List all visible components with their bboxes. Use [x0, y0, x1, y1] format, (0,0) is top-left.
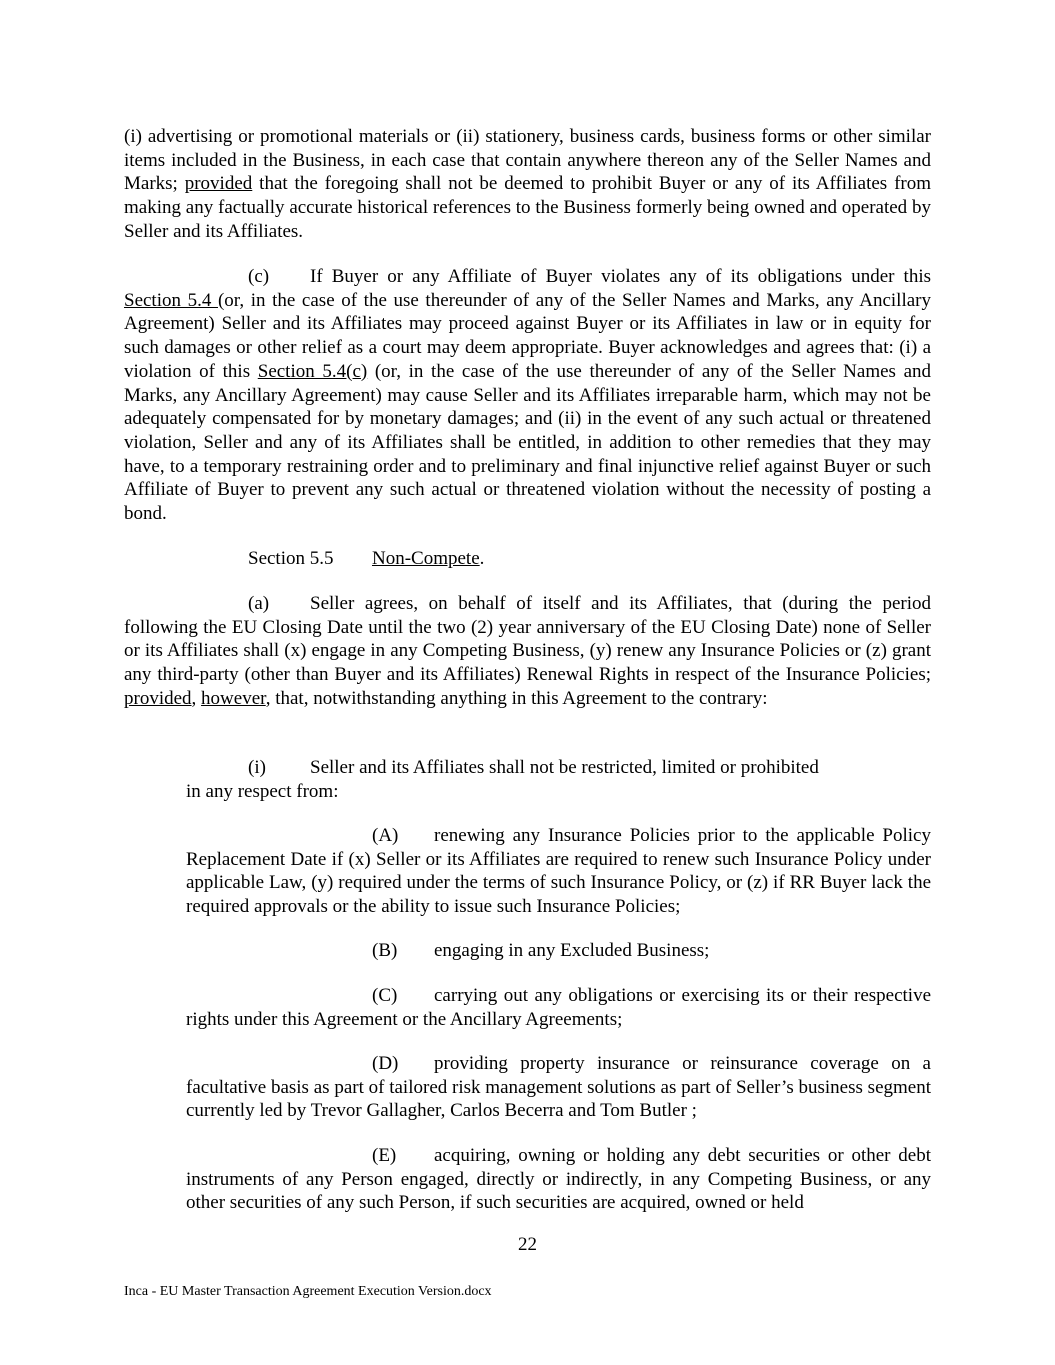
section-reference: Section 5.4	[124, 289, 218, 311]
document-footer: Inca - EU Master Transaction Agreement Execution Version.docx	[124, 1284, 492, 1299]
item-label: (i)	[248, 757, 266, 778]
item-D: (D) providing property insurance or reinsurance coverage on a facultative basis as part of tailored risk management solutions as part of Seller’s business segment currently led by Trevor Gallagher, Carlos Becerra and Tom Butler ;	[186, 1053, 931, 1122]
section-heading: Section 5.5 Non-Compete.	[248, 548, 485, 569]
page-number: 22	[518, 1234, 537, 1255]
paragraph-label: (c)	[248, 266, 270, 287]
item-label: (E)	[372, 1145, 397, 1166]
section-title: Non-Compete	[372, 548, 480, 569]
paragraph-c: (c) If Buyer or any Affiliate of Buyer violates any of its obligations under this Section 5.4 (or, in the case of the use thereunder of any of the Seller Names and Marks, any Ancillary Agreement) Seller and its Affiliates may proceed against Buyer or its Affiliates in law or in equity for such damages or other relief as a court may deem appropriate. Buyer acknowledges and agrees that: (i) a violation of this Section 5.4(c) (or, in the case of the use thereunder of any of the Seller Names and Marks, any Ancillary Agreement) may cause Seller and its Affiliates irreparable harm, which may not be adequately compensated for by monetary damages; and (ii) in the event of any such actual or threatened violation, Seller and any of its Affiliates shall be entitled, in addition to other remedies that they may have, to a temporary restraining order and to preliminary and final injunctive relief against Buyer or such Affiliate of Buyer to prevent any such actual or threatened violation without the necessity of posting a bond.	[124, 266, 932, 525]
item-label: (B)	[372, 940, 398, 961]
section-reference: Section 5.4(c)	[257, 360, 368, 382]
item-i-line1: (i) Seller and its Affiliates shall not be restricted, limited or prohibited	[248, 757, 819, 778]
item-label: (C)	[372, 985, 398, 1006]
paragraph-a: (a) Seller agrees, on behalf of itself and its Affiliates, that (during the period following the EU Closing Date until the two (2) year anniversary of the EU Closing Date) none of Seller or its Affiliates shall (x) engage in any Competing Business, (y) renew any Insurance Policies or (z) grant any third-party (other than Buyer and its Affiliates) Renewal Rights in respect of the Insurance Policies; provided, however, that, notwithstanding anything in this Agreement to the contrary:	[124, 593, 931, 709]
item-A: (A) renewing any Insurance Policies prior to the applicable Policy Replacement Date if (x) Seller or its Affiliates are required to renew such Insurance Policy under applicable Law, (y) required under the terms of such Insurance Policy, or (z) if RR Buyer lack the required approvals or the ability to issue such Insurance Policies;	[186, 825, 931, 918]
item-B: (B) engaging in any Excluded Business;	[372, 940, 710, 961]
paragraph-b-continuation: (i) advertising or promotional materials or (ii) stationery, business cards, business forms or other similar items included in the Business, in each case that contain anywhere thereon any of the Seller Names and Marks; provided that the foregoing shall not be deemed to prohibit Buyer or any of its Affiliates from making any factually accurate historical references to the Business formerly being owned and operated by Seller and its Affiliates.	[124, 126, 932, 242]
paragraph-label: (a)	[248, 593, 270, 614]
item-C: (C) carrying out any obligations or exercising its or their respective rights under this Agreement or the Ancillary Agreements;	[186, 985, 931, 1030]
item-label: (D)	[372, 1053, 399, 1074]
item-E: (E) acquiring, owning or holding any debt securities or other debt instruments of any Person engaged, directly or indirectly, in any Competing Business, or any other securities of any such Person, if such securities are acquired, owned or held	[186, 1145, 931, 1214]
item-i-line2: in any respect from:	[186, 781, 339, 802]
item-label: (A)	[372, 825, 399, 846]
